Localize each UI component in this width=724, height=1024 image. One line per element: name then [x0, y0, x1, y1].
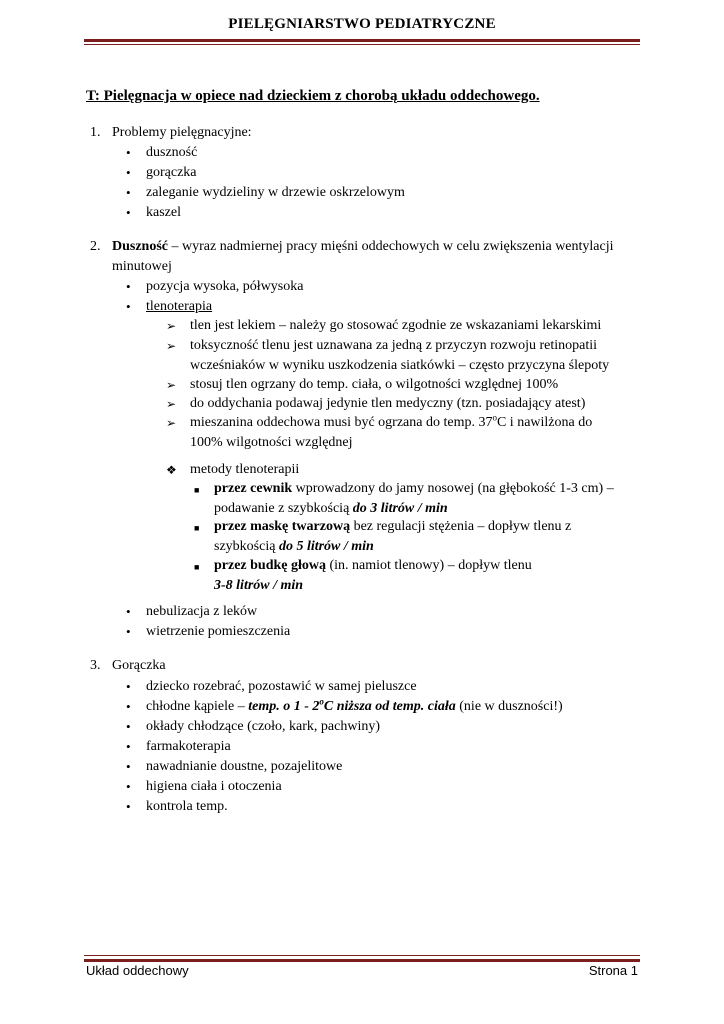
list-item: [146, 697, 636, 717]
list-item: nawadnianie doustne, pozajelitowe: [146, 759, 343, 774]
list-item: gorączka: [146, 165, 197, 180]
methods-title: metody tlenoterapii: [190, 462, 300, 477]
list-item-oxygen-therapy: tlenoterapia: [146, 299, 213, 314]
header-rule-thin: [84, 44, 640, 45]
list-item: dziecko rozebrać, pozostawić w samej pieluszce: [146, 679, 417, 694]
footer-section-name: Układ oddechowy: [86, 963, 189, 978]
bullet-icon: •: [126, 299, 131, 314]
method-text: podawanie z szybkością: [214, 501, 353, 516]
bullet-icon: •: [126, 799, 131, 814]
method-name: przez maskę twarzową: [214, 519, 351, 534]
list-item: higiena ciała i otoczenia: [146, 779, 282, 794]
method-name: przez cewnik: [214, 481, 293, 496]
list-item: nebulizacja z leków: [146, 604, 258, 619]
method-rate: do 3 litrów / min: [352, 501, 448, 516]
method-rate: 3-8 litrów / min: [214, 578, 304, 593]
sub-item: stosuj tlen ogrzany do temp. ciała, o wilgotności względnej 100%: [190, 377, 559, 392]
method-item: [214, 479, 644, 499]
header-rule: [84, 39, 640, 42]
method-text: wprowadzony do jamy nosowej (na głębokość 1-3 cm) –: [292, 481, 614, 496]
bullet-icon: •: [126, 779, 131, 794]
list-item: kaszel: [146, 205, 181, 220]
method-text: (in. namiot tlenowy) – dopływ tlenu: [326, 558, 532, 573]
bullet-icon: •: [126, 624, 131, 639]
method-item: [214, 556, 644, 576]
method-item-line2: [214, 499, 644, 519]
footer-page-number: Strona 1: [588, 963, 638, 978]
footer-rule-thin: [84, 955, 640, 956]
method-item: [214, 517, 644, 537]
bullet-icon: •: [126, 279, 131, 294]
list-item: duszność: [146, 145, 198, 160]
section-title-bold: Duszność: [112, 239, 169, 254]
arrow-icon: ➢: [166, 378, 177, 392]
method-item-line2: [214, 576, 644, 596]
footer-rule: [84, 959, 640, 962]
bullet-icon: •: [126, 739, 131, 754]
bullet-icon: •: [126, 185, 131, 200]
bullet-icon: •: [126, 604, 131, 619]
degree-sup: o: [319, 696, 324, 707]
list-item-text: (nie w duszności!): [455, 699, 563, 714]
square-bullet-icon: ■: [194, 523, 200, 533]
sub-item-text: mieszanina oddechowa musi być ogrzana do temp. 37: [190, 415, 493, 430]
section-title-rest: – wyraz nadmiernej pracy mięśni oddechowych w celu zwiększenia wentylacji: [168, 239, 614, 254]
method-rate: do 5 litrów / min: [278, 539, 374, 554]
bullet-icon: •: [126, 165, 131, 180]
sub-item-line2: 100% wilgotności względnej: [190, 435, 353, 450]
list-item: wietrzenie pomieszczenia: [146, 624, 291, 639]
arrow-icon: ➢: [166, 416, 177, 430]
arrow-icon: ➢: [166, 339, 177, 353]
list-item: kontrola temp.: [146, 799, 228, 814]
list-item: farmakoterapia: [146, 739, 231, 754]
bullet-icon: •: [126, 699, 131, 714]
method-item-line2: [214, 537, 644, 557]
section-title: Problemy pielęgnacyjne:: [112, 125, 252, 140]
arrow-icon: ➢: [166, 397, 177, 411]
topic-heading: T: Pielęgnacja w opiece nad dzieckiem z chorobą układu oddechowego.: [86, 88, 540, 104]
method-name: przez budkę głową: [214, 558, 326, 573]
arrow-icon: ➢: [166, 319, 177, 333]
header-title: PIELĘGNIARSTWO PEDIATRYCZNE: [228, 16, 496, 32]
square-bullet-icon: ■: [194, 562, 200, 572]
list-item-text: chłodne kąpiele –: [146, 699, 249, 714]
section-number: 3.: [90, 658, 101, 673]
list-item: pozycja wysoka, półwysoka: [146, 279, 304, 294]
bullet-icon: •: [126, 679, 131, 694]
square-bullet-icon: ■: [194, 485, 200, 495]
list-item-emphasis: temp. o 1 - 2: [248, 699, 320, 714]
sub-item-line2: wcześniaków w wyniku uszkodzenia siatkówki – często przyczyna ślepoty: [190, 358, 610, 373]
sub-item-text: C i nawilżona do: [496, 415, 593, 430]
sub-item: toksyczność tlenu jest uznawana za jedną z przyczyn rozwoju retinopatii: [190, 338, 598, 353]
sub-item: tlen jest lekiem – należy go stosować zgodnie ze wskazaniami lekarskimi: [190, 318, 602, 333]
bullet-icon: •: [126, 205, 131, 220]
bullet-icon: •: [126, 759, 131, 774]
bullet-icon: •: [126, 719, 131, 734]
list-item: okłady chłodzące (czoło, kark, pachwiny): [146, 719, 381, 734]
degree-sup: o: [492, 412, 497, 423]
bullet-icon: •: [126, 145, 131, 160]
sub-item: do oddychania podawaj jedynie tlen medyczny (tzn. posiadający atest): [190, 396, 586, 411]
section-title: Gorączka: [112, 658, 166, 673]
section-title-line2: minutowej: [112, 259, 172, 274]
list-item-emphasis: C niższa od temp. ciała: [323, 699, 456, 714]
sub-item: [190, 413, 650, 433]
method-text: bez regulacji stężenia – dopływ tlenu z: [350, 519, 572, 534]
method-text: szybkością: [214, 539, 279, 554]
section-title: [112, 237, 652, 257]
section-number: 1.: [90, 125, 101, 140]
diamond-icon: ❖: [166, 463, 177, 477]
section-number: 2.: [90, 239, 101, 254]
list-item: zaleganie wydzieliny w drzewie oskrzelowym: [146, 185, 405, 200]
